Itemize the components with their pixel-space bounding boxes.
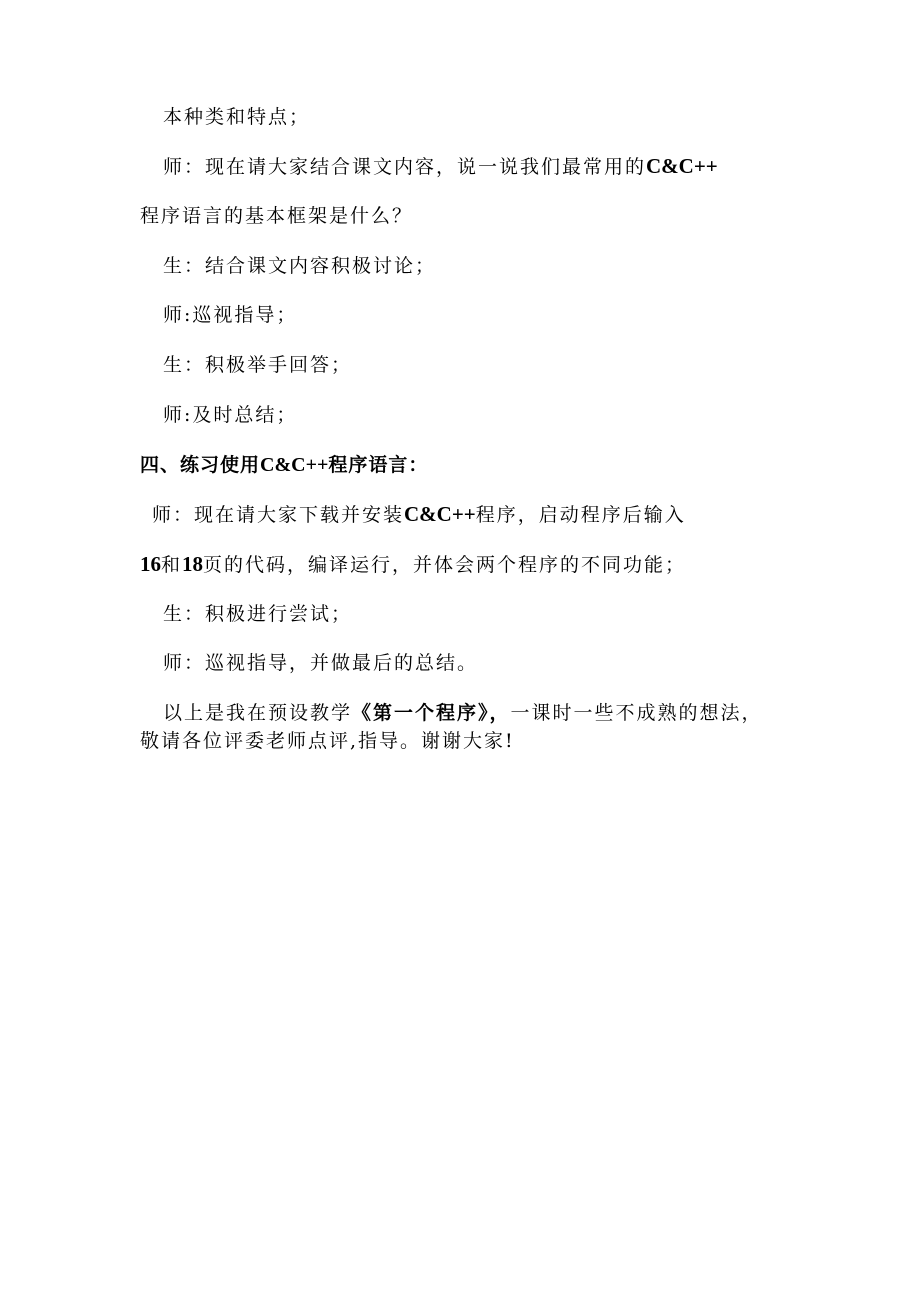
paragraph-line-4: 生：结合课文内容积极讨论； xyxy=(163,255,437,277)
paragraph-line-3: 程序语言的基本框架是什么？ xyxy=(140,205,414,227)
paragraph-line-7: 师:及时总结； xyxy=(163,404,298,426)
paragraph-line-11: 生：积极进行尝试； xyxy=(163,603,353,625)
paragraph-line-1: 本种类和特点； xyxy=(163,106,311,128)
paragraph-line-10: 16和18页的代码，编译运行，并体会两个程序的不同功能； xyxy=(140,552,687,576)
lesson-title: 《第一个程序》， xyxy=(352,702,511,724)
paragraph-line-5: 师:巡视指导； xyxy=(163,304,298,326)
paragraph-line-14: 敬请各位评委老师点评,指导。谢谢大家! xyxy=(140,730,515,752)
section-heading: 四、练习使用C&C++程序语言： xyxy=(140,454,429,476)
language-name: C&C++ xyxy=(646,154,718,178)
paragraph-line-2: 师：现在请大家结合课文内容，说一说我们最常用的C&C++ xyxy=(163,154,718,178)
paragraph-line-13: 以上是我在预设教学《第一个程序》，一课时一些不成熟的想法， xyxy=(163,702,763,724)
paragraph-line-12: 师：巡视指导，并做最后的总结。 xyxy=(163,652,479,674)
paragraph-line-9: 师：现在请大家下载并安装C&C++程序，启动程序后输入 xyxy=(152,502,686,526)
paragraph-line-6: 生：积极举手回答； xyxy=(163,354,353,376)
